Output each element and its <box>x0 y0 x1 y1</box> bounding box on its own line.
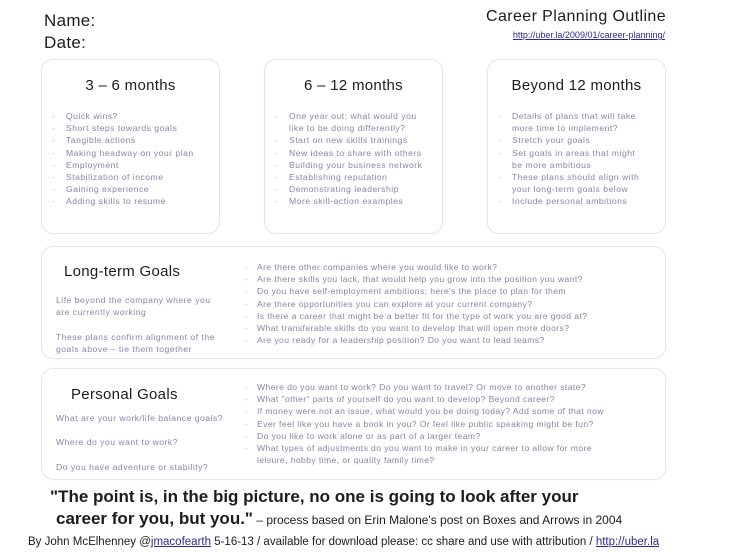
note-line: are currently working <box>56 307 147 318</box>
question-list <box>245 381 604 466</box>
list-item: - If money were not an issue, what would you be doing today? Add some of that now <box>245 405 604 417</box>
quote-line: "The point is, in the big picture, no one is going to look after your <box>50 487 579 506</box>
section-note: Do you have adventure or stability? <box>56 462 209 472</box>
list-item-line: your long-term goals below <box>512 184 629 195</box>
name-date-block <box>44 10 96 54</box>
section-title: Personal Goals <box>71 386 178 403</box>
list-item: - Adding skills to resume <box>52 195 219 207</box>
section-title: Long-term Goals <box>64 263 181 280</box>
quote-block <box>50 486 622 531</box>
list-item: - Is there a career that might be a better fit for the type of work you are good at? <box>245 310 587 322</box>
quote-source: – process based on Erin Malone's post on Boxes and Arrows in 2004 <box>253 513 623 527</box>
footer-middle: 5-16-13 / available for download please: cc share and use with attribution / <box>211 536 596 548</box>
list-item: - What transferable skills do you want to develop that will open more doors? <box>245 322 587 334</box>
card-list <box>275 110 442 208</box>
twitter-handle-link[interactable]: jmacofearth <box>150 536 211 548</box>
note-line: These plans confirm alignment of the <box>56 332 215 342</box>
list-item: - Ever feel like you have a book in you? Or feel like public speaking might be fun? <box>245 418 604 430</box>
footer-link[interactable]: http://uber.la <box>595 536 660 548</box>
list-item-line: be more ambitious <box>512 159 592 170</box>
list-item: - Do you have self-employment ambitions; here's the place to plan for them <box>245 285 587 297</box>
section-note: Where do you want to work? <box>56 437 178 447</box>
note-line: Life beyond the company where you <box>56 295 211 305</box>
list-item: - Start on new skills trainings <box>275 134 442 146</box>
date-label: Date: <box>44 33 87 52</box>
footer-credit <box>28 536 659 548</box>
list-item <box>245 442 604 466</box>
list-item-line: - One year out: what would you <box>289 111 417 121</box>
note-line: goals above – tie them together <box>56 344 192 355</box>
list-item <box>498 110 665 134</box>
card-long-term-goals <box>41 246 666 359</box>
list-item <box>498 171 665 195</box>
list-item: - Stabilization of income <box>52 171 219 183</box>
list-item: - New ideas to share with others <box>275 147 442 159</box>
section-note <box>56 331 215 356</box>
list-item: - Short steps towards goals <box>52 122 219 134</box>
list-item: - Are you ready for a leadership position? Do you want to lead teams? <box>245 334 587 346</box>
list-item-line: - These plans should align with <box>512 172 640 183</box>
card-personal-goals <box>41 368 666 480</box>
footer-prefix: By John McElhenney @ <box>28 536 151 548</box>
card-6-12-months <box>264 59 443 234</box>
card-list <box>52 110 219 208</box>
list-item-line: - Details of plans that will take <box>512 111 636 121</box>
card-beyond-12-months <box>487 59 666 234</box>
list-item-line: - What types of adjustments do you want to make in your career to allow for more <box>257 443 592 454</box>
list-item <box>275 110 442 134</box>
list-item: - Employment <box>52 159 219 171</box>
list-item: - More skill-action examples <box>275 195 442 207</box>
card-title: Beyond 12 months <box>511 77 642 94</box>
list-item: - Stretch your goals <box>498 134 665 146</box>
list-item: - Do you like to work alone or as part of a larger team? <box>245 430 604 442</box>
document-title: Career Planning Outline <box>486 8 666 25</box>
list-item: - Are there skills you lack, that would help you grow into the position you want? <box>245 273 587 285</box>
name-label: Name: <box>44 11 96 30</box>
list-item: - Are there opportunities you can explore at your current company? <box>245 298 587 310</box>
list-item <box>498 147 665 171</box>
list-item: - Where do you want to work? Do you want to travel? Or move to another state? <box>245 381 604 393</box>
list-item-line: - Set goals in areas that might <box>512 147 636 158</box>
section-note: What are your work/life balance goals? <box>56 413 224 423</box>
list-item: - What "other" parts of yourself do you want to develop? Beyond career? <box>245 393 604 405</box>
list-item: - Quick wins? <box>52 110 219 122</box>
card-list <box>498 110 665 208</box>
quote-text: career for you, but you." <box>56 509 253 528</box>
card-title: 3 – 6 months <box>85 77 176 94</box>
list-item: - Gaining experience <box>52 183 219 195</box>
card-title: 6 – 12 months <box>304 77 403 94</box>
list-item: - Building your business network <box>275 159 442 171</box>
question-list <box>245 261 587 346</box>
section-note <box>56 294 211 319</box>
list-item: - Include personal ambitions <box>498 195 665 207</box>
list-item: - Demonstrating leadership <box>275 183 442 195</box>
quote-line-2 <box>50 508 622 531</box>
list-item-line: more time to implement? <box>512 123 619 134</box>
source-link[interactable]: http://uber.la/2009/01/career-planning/ <box>512 30 665 40</box>
list-item: - Making headway on your plan <box>52 147 219 159</box>
list-item: - Are there other companies where you would like to work? <box>245 261 587 273</box>
card-3-6-months <box>41 59 220 234</box>
list-item-line: like to be doing differently? <box>289 123 406 134</box>
list-item: - Establishing reputation <box>275 171 442 183</box>
list-item: - Tangible actions <box>52 134 219 146</box>
list-item-line: leisure, hobby time, or quality family time? <box>257 455 435 466</box>
